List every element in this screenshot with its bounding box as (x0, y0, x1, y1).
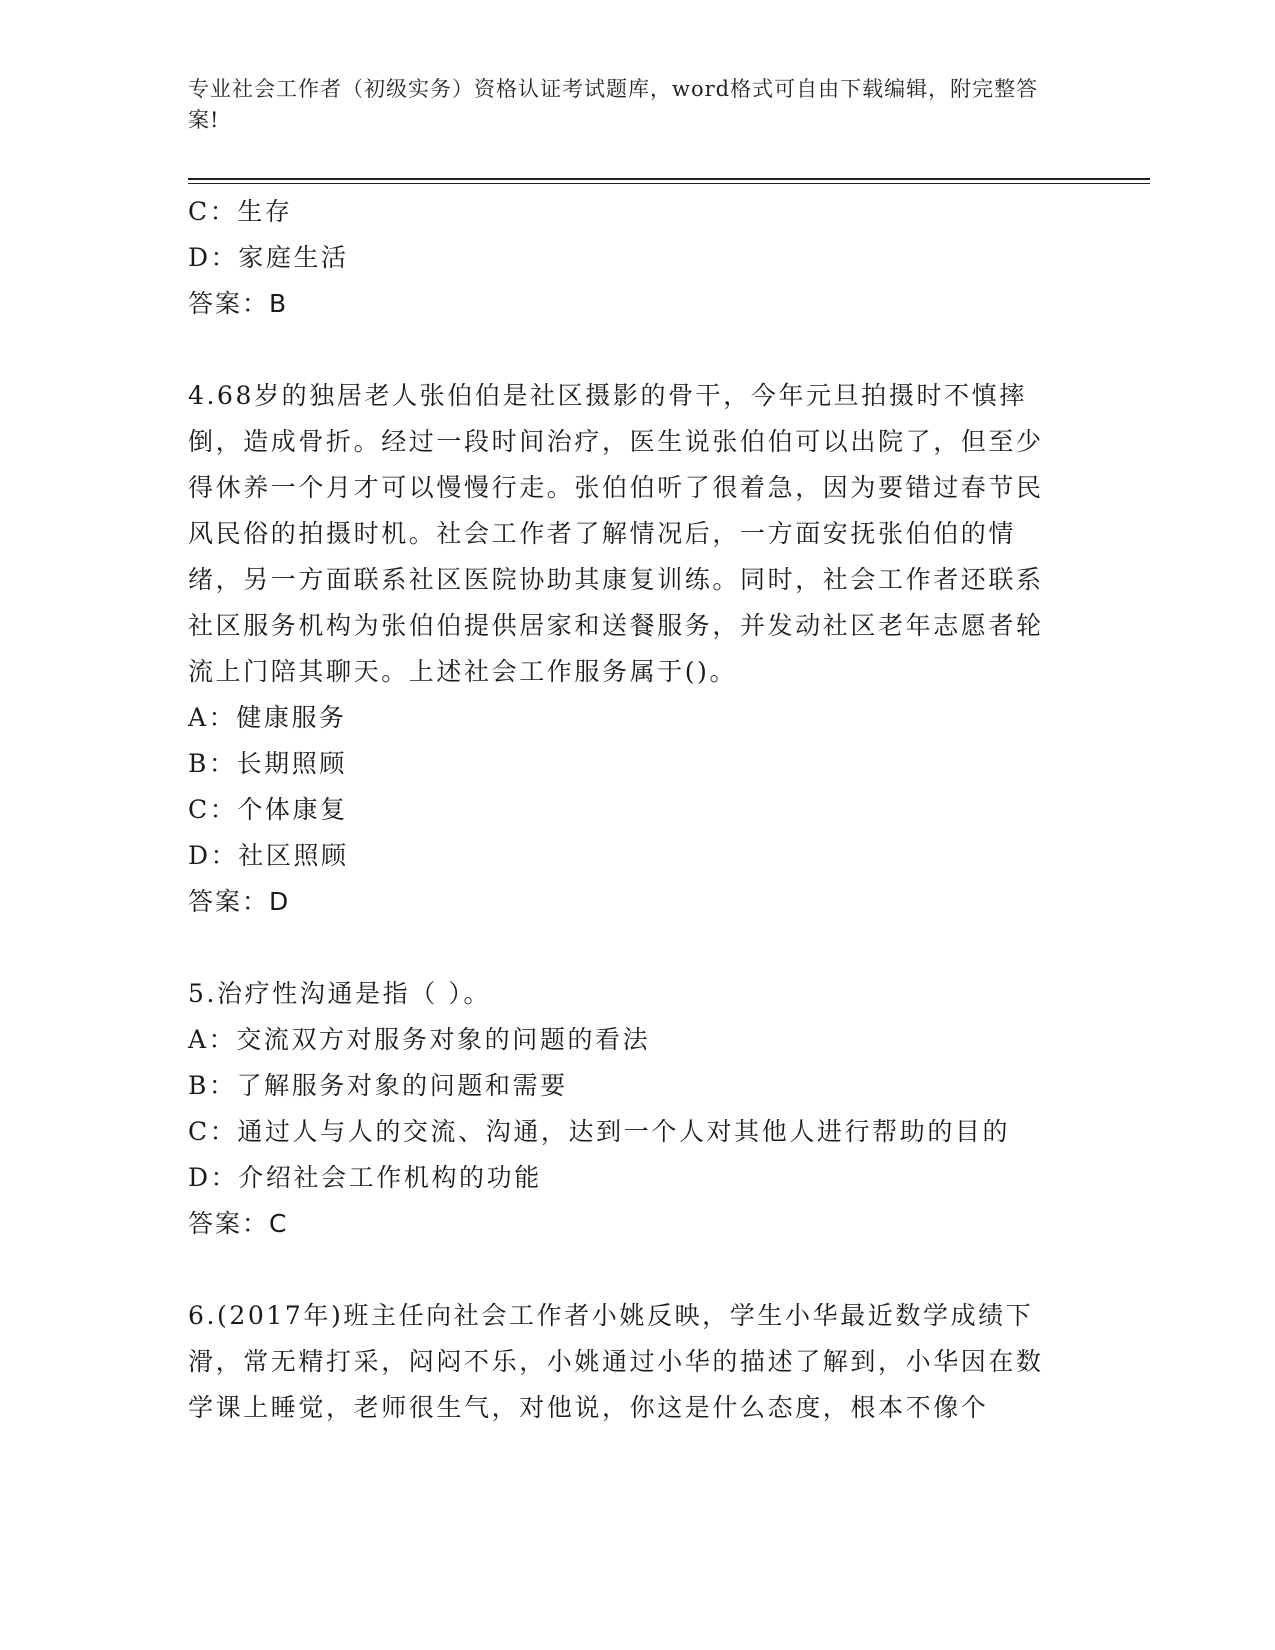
spacer (188, 327, 1068, 373)
q5-option-b: B：了解服务对象的问题和需要 (188, 1071, 568, 1100)
spacer (188, 1247, 1068, 1293)
q3-option-d: D：家庭生活 (188, 243, 349, 272)
question-content (188, 189, 1068, 1431)
q5-option-c: C：通过人与人的交流、沟通，达到一个人对其他人进行帮助的目的 (188, 1117, 1011, 1146)
question-6 (188, 1293, 1068, 1431)
header-text: 专业社会工作者（初级实务）资格认证考试题库，word格式可自由下载编辑，附完整答案! (188, 77, 1039, 132)
q4-option-b: B：长期照顾 (188, 749, 347, 778)
q4-option-a: A：健康服务 (188, 703, 347, 732)
q5-answer: 答案：C (188, 1209, 289, 1238)
header-divider-thin (188, 183, 1150, 184)
document-header (188, 74, 1068, 136)
q4-option-c: C：个体康复 (188, 795, 348, 824)
q5-stem: 5.治疗性沟通是指（ ）。 (188, 979, 492, 1008)
spacer (188, 925, 1068, 971)
q3-option-c: C：生存 (188, 197, 293, 226)
question-4 (188, 373, 1068, 925)
question-5 (188, 971, 1068, 1247)
q6-stem: 6.(2017年)班主任向社会工作者小姚反映，学生小华最近数学成绩下滑，常无精打采，闷闷不乐，小姚通过小华的描述了解到，小华因在数学课上睡觉，老师很生气，对他说，你这是什么态度，根本不像个 (188, 1301, 1044, 1422)
q3-answer: 答案：B (188, 289, 289, 318)
question-3-tail (188, 189, 1068, 327)
header-divider-thick (188, 178, 1150, 180)
q4-answer: 答案：D (188, 887, 291, 916)
q4-stem: 4.68岁的独居老人张伯伯是社区摄影的骨干，今年元旦拍摄时不慎摔倒，造成骨折。经过一段时间治疗，医生说张伯伯可以出院了，但至少得休养一个月才可以慢慢行走。张伯伯听了很着急，因为要错过春节民风民俗的拍摄时机。社会工作者了解情况后，一方面安抚张伯伯的情绪，另一方面联系社区医院协助其康复训练。同时，社会工作者还联系社区服务机构为张伯伯提供居家和送餐服务，并发动社区老年志愿者轮流上门陪其聊天。上述社会工作服务属于()。 (188, 381, 1044, 686)
q5-option-a: A：交流双方对服务对象的问题的看法 (188, 1025, 651, 1054)
q5-option-d: D：介绍社会工作机构的功能 (188, 1163, 542, 1192)
q4-option-d: D：社区照顾 (188, 841, 349, 870)
